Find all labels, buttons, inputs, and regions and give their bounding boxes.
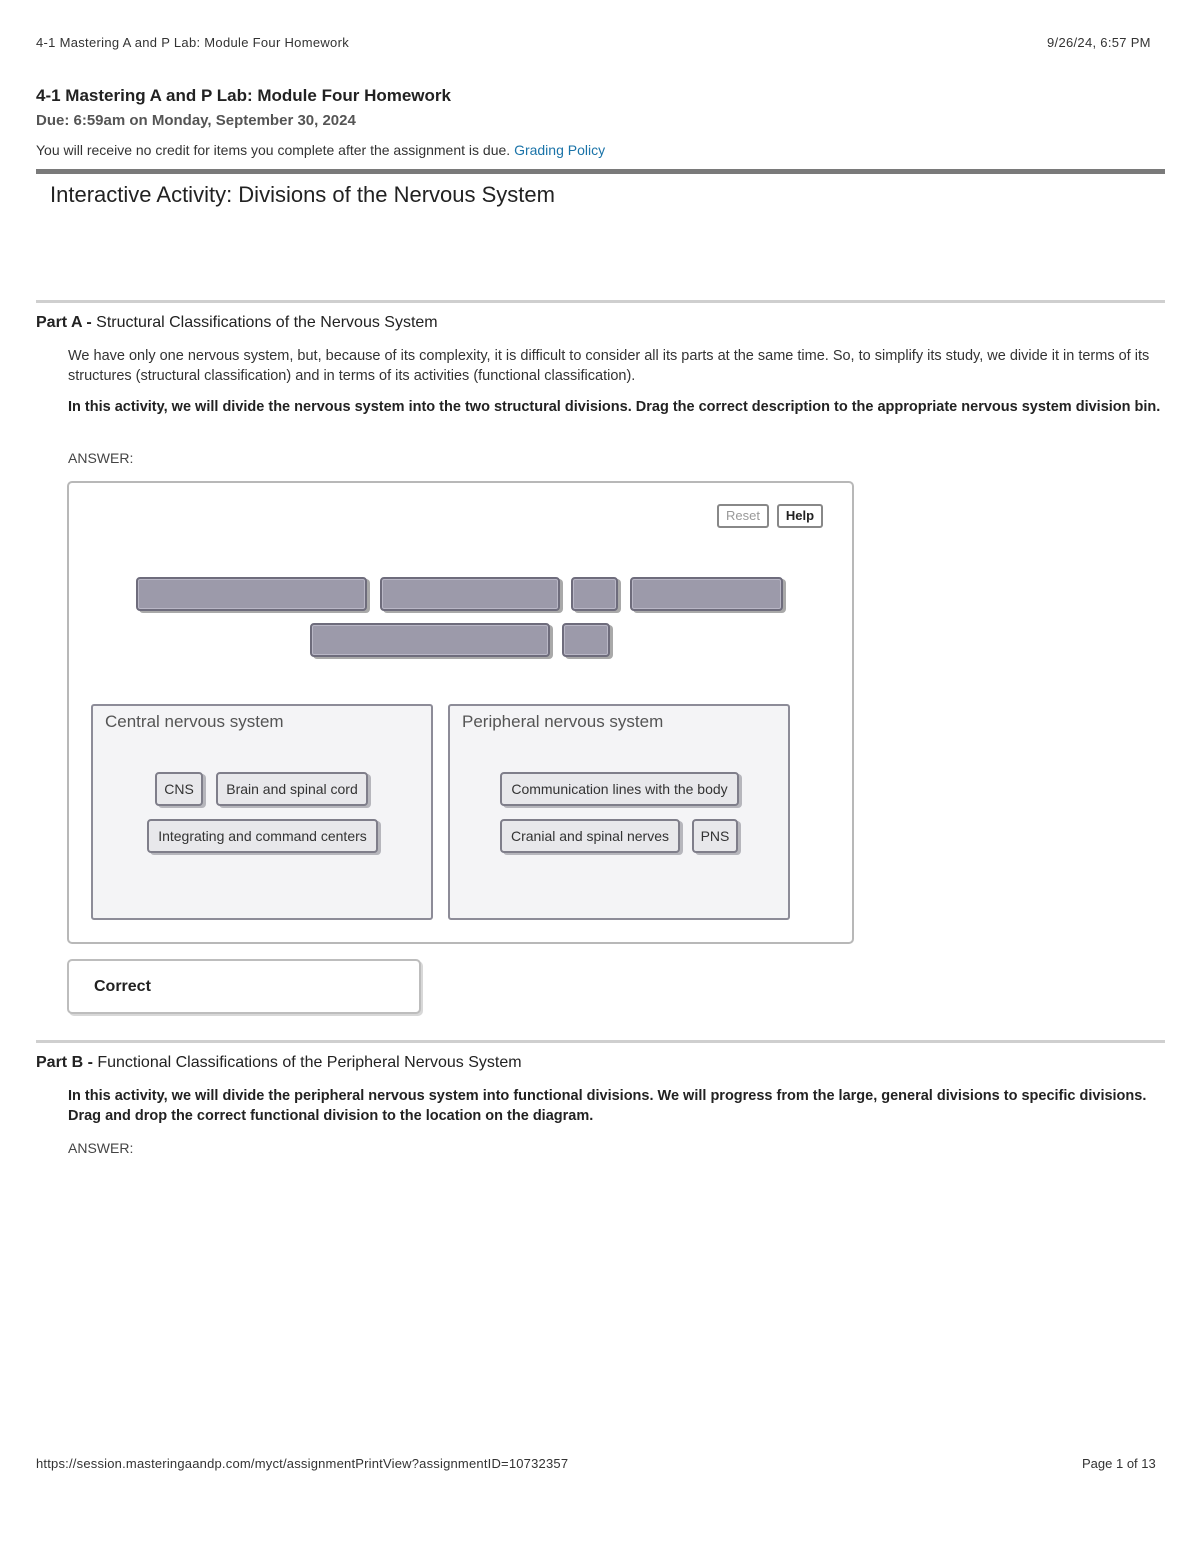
part-b-title: Functional Classifications of the Peripheral Nervous System bbox=[97, 1054, 522, 1071]
credit-notice bbox=[36, 142, 605, 158]
feedback-box bbox=[67, 959, 421, 1014]
bin-central-nervous-system[interactable] bbox=[91, 704, 433, 920]
answer-chip-communication-lines[interactable]: Communication lines with the body bbox=[500, 772, 739, 806]
print-header-timestamp: 9/26/24, 6:57 PM bbox=[1047, 35, 1151, 50]
part-a-answer-label: ANSWER: bbox=[68, 450, 134, 466]
empty-label-slot bbox=[136, 577, 367, 611]
bin-peripheral-nervous-system[interactable] bbox=[448, 704, 790, 920]
part-b-answer-label: ANSWER: bbox=[68, 1140, 134, 1156]
feedback-result: Correct bbox=[94, 978, 151, 995]
answer-chip-integrating-and-command-centers[interactable]: Integrating and command centers bbox=[147, 819, 378, 853]
bin-label: Peripheral nervous system bbox=[462, 712, 664, 731]
answer-chip-cranial-and-spinal-nerves[interactable]: Cranial and spinal nerves bbox=[500, 819, 680, 853]
due-date: Due: 6:59am on Monday, September 30, 2024 bbox=[36, 112, 356, 129]
bin-label: Central nervous system bbox=[105, 712, 284, 731]
part-a-intro: We have only one nervous system, but, because of its complexity, it is difficult to consider all its parts at the same time. So, to simplify its study, we divide it in terms of its structures (structural classification) and in terms of its activities (functional classification). bbox=[68, 348, 1150, 384]
print-footer-url: https://session.masteringaandp.com/myct/assignmentPrintView?assignmentID=10732357 bbox=[36, 1456, 569, 1471]
part-a-label: Part A - bbox=[36, 314, 92, 331]
grading-policy-link[interactable]: Grading Policy bbox=[514, 142, 606, 158]
part-a-heading bbox=[36, 314, 438, 332]
reset-button[interactable]: Reset bbox=[717, 504, 769, 528]
answer-chip-pns[interactable]: PNS bbox=[692, 819, 738, 853]
part-b-instruction: In this activity, we will divide the peripheral nervous system into functional divisions. We will progress from the large, general divisions to specific divisions. Drag and drop the correct functional division to the location on the diagram. bbox=[68, 1088, 1147, 1124]
answer-chip-cns[interactable]: CNS bbox=[155, 772, 203, 806]
credit-notice-text: You will receive no credit for items you complete after the assignment is due. bbox=[36, 142, 511, 158]
part-b-heading bbox=[36, 1054, 522, 1072]
help-button[interactable]: Help bbox=[777, 504, 823, 528]
empty-label-slot bbox=[562, 623, 610, 657]
print-header-title: 4-1 Mastering A and P Lab: Module Four Homework bbox=[36, 35, 350, 50]
header-divider bbox=[36, 169, 1165, 174]
part-a-divider bbox=[36, 300, 1165, 303]
part-b-divider bbox=[36, 1040, 1165, 1043]
part-b-label: Part B - bbox=[36, 1054, 93, 1071]
empty-label-slot bbox=[380, 577, 560, 611]
empty-label-slot bbox=[571, 577, 618, 611]
activity-title: Interactive Activity: Divisions of the Nervous System bbox=[50, 182, 555, 207]
part-a-title: Structural Classifications of the Nervous System bbox=[96, 314, 438, 331]
assignment-title: 4-1 Mastering A and P Lab: Module Four Homework bbox=[36, 86, 451, 105]
print-footer-page-number: Page 1 of 13 bbox=[1082, 1456, 1156, 1471]
answer-chip-brain-and-spinal-cord[interactable]: Brain and spinal cord bbox=[216, 772, 368, 806]
part-a-instruction: In this activity, we will divide the nervous system into the two structural divisions. Drag the correct description to the appropriate nervous system division bin. bbox=[68, 399, 1161, 415]
empty-label-slot bbox=[310, 623, 550, 657]
empty-label-slot bbox=[630, 577, 783, 611]
